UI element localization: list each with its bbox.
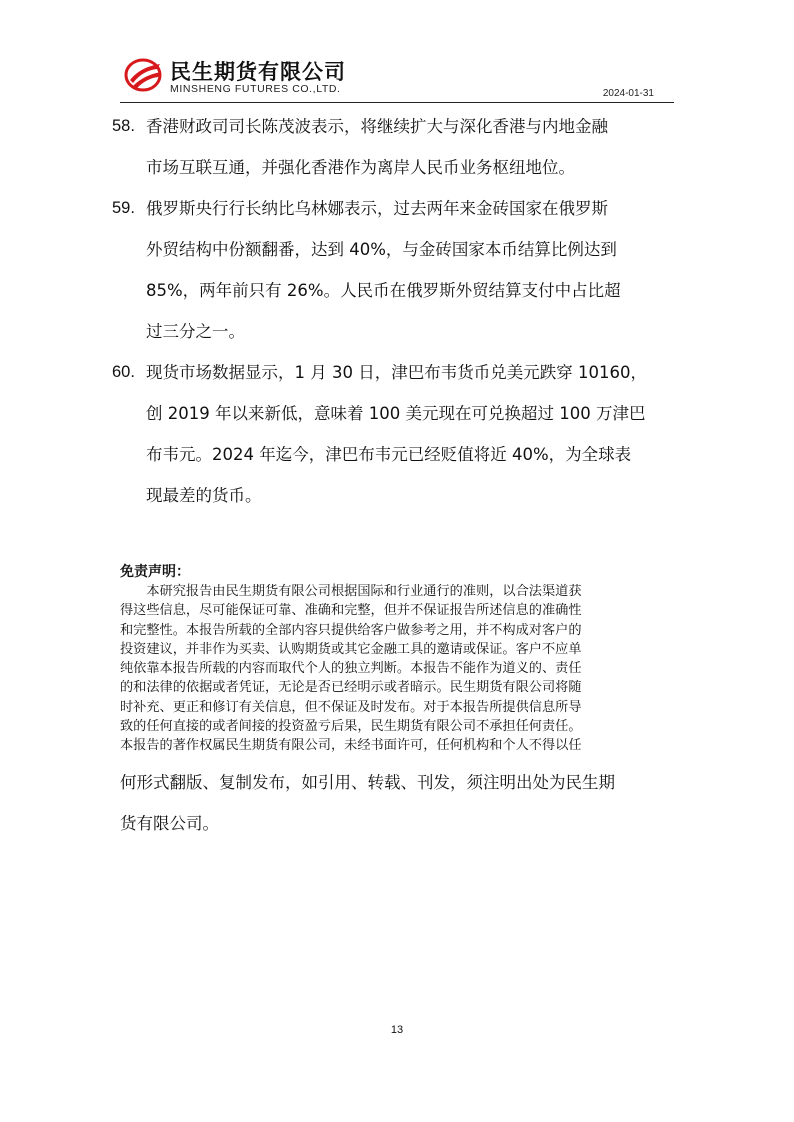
item-number: 60. xyxy=(112,363,135,381)
disclaimer-line: 投资建议，并非作为买卖、认购期货或其它金融工具的邀请或保证。客户不应单 xyxy=(120,641,582,657)
disclaimer-line: 得这些信息，尽可能保证可靠、准确和完整，但并不保证报告所述信息的准确性 xyxy=(120,603,582,619)
disclaimer-title: 免责声明： xyxy=(120,564,190,580)
brand-name-en: MINSHENG FUTURES CO.,LTD. xyxy=(170,83,341,95)
disclaimer-line-large: 货有限公司。 xyxy=(120,813,219,833)
page-number: 13 xyxy=(390,1024,404,1036)
report-date: 2024-01-31 xyxy=(602,88,654,99)
item-text-line: 过三分之一。 xyxy=(146,322,245,341)
minsheng-logo-icon xyxy=(124,56,164,92)
item-text-line: 85%，两年前只有 26%。人民币在俄罗斯外贸结算支付中占比超 xyxy=(146,281,621,300)
disclaimer-line: 时补充、更正和修订有关信息，但不保证及时发布。对于本报告所提供信息所导 xyxy=(120,699,582,715)
item-text-line: 外贸结构中份额翻番，达到 40%，与金砖国家本币结算比例达到 xyxy=(146,240,617,259)
disclaimer-line: 和完整性。本报告所载的全部内容只提供给客户做参考之用，并不构成对客户的 xyxy=(120,622,582,638)
disclaimer-line: 本报告的著作权属民生期货有限公司，未经书面许可，任何机构和个人不得以任 xyxy=(120,738,582,754)
news-item-59 xyxy=(112,188,672,352)
item-text-line: 香港财政司司长陈茂波表示，将继续扩大与深化香港与内地金融 xyxy=(146,117,608,136)
disclaimer-line: 的和法律的依据或者凭证，无论是否已经明示或者暗示。民生期货有限公司将随 xyxy=(120,680,582,696)
item-text-line: 现最差的货币。 xyxy=(146,486,262,505)
item-text-line: 市场互联互通，并强化香港作为离岸人民币业务枢纽地位。 xyxy=(146,158,575,177)
item-number: 59. xyxy=(112,199,135,217)
disclaimer-line: 本研究报告由民生期货有限公司根据国际和行业通行的准则，以合法渠道获 xyxy=(120,584,582,599)
item-number: 58. xyxy=(112,117,135,135)
item-text-line: 现货市场数据显示，1 月 30 日，津巴布韦货币兑美元跌穿 10160， xyxy=(146,363,647,382)
news-item-58 xyxy=(112,106,672,188)
news-list xyxy=(112,106,672,516)
disclaimer-section xyxy=(120,562,676,844)
news-item-60 xyxy=(112,352,672,516)
item-text-line: 俄罗斯央行行长纳比乌林娜表示，过去两年来金砖国家在俄罗斯 xyxy=(146,199,608,218)
brand-name-cn: 民生期货有限公司 xyxy=(170,60,346,84)
page-header xyxy=(120,52,674,103)
disclaimer-line: 致的任何直接的或者间接的投资盈亏后果，民生期货有限公司不承担任何责任。 xyxy=(120,719,582,735)
disclaimer-line: 纯依靠本报告所载的内容而取代个人的独立判断。本报告不能作为道义的、责任 xyxy=(120,661,582,677)
item-text-line: 创 2019 年以来新低，意味着 100 美元现在可兑换超过 100 万津巴 xyxy=(146,404,646,423)
disclaimer-line-large: 何形式翻版、复制发布，如引用、转载、刊发，须注明出处为民生期 xyxy=(120,772,615,792)
item-text-line: 布韦元。2024 年迄今，津巴布韦元已经贬值将近 40%，为全球表 xyxy=(146,445,632,464)
